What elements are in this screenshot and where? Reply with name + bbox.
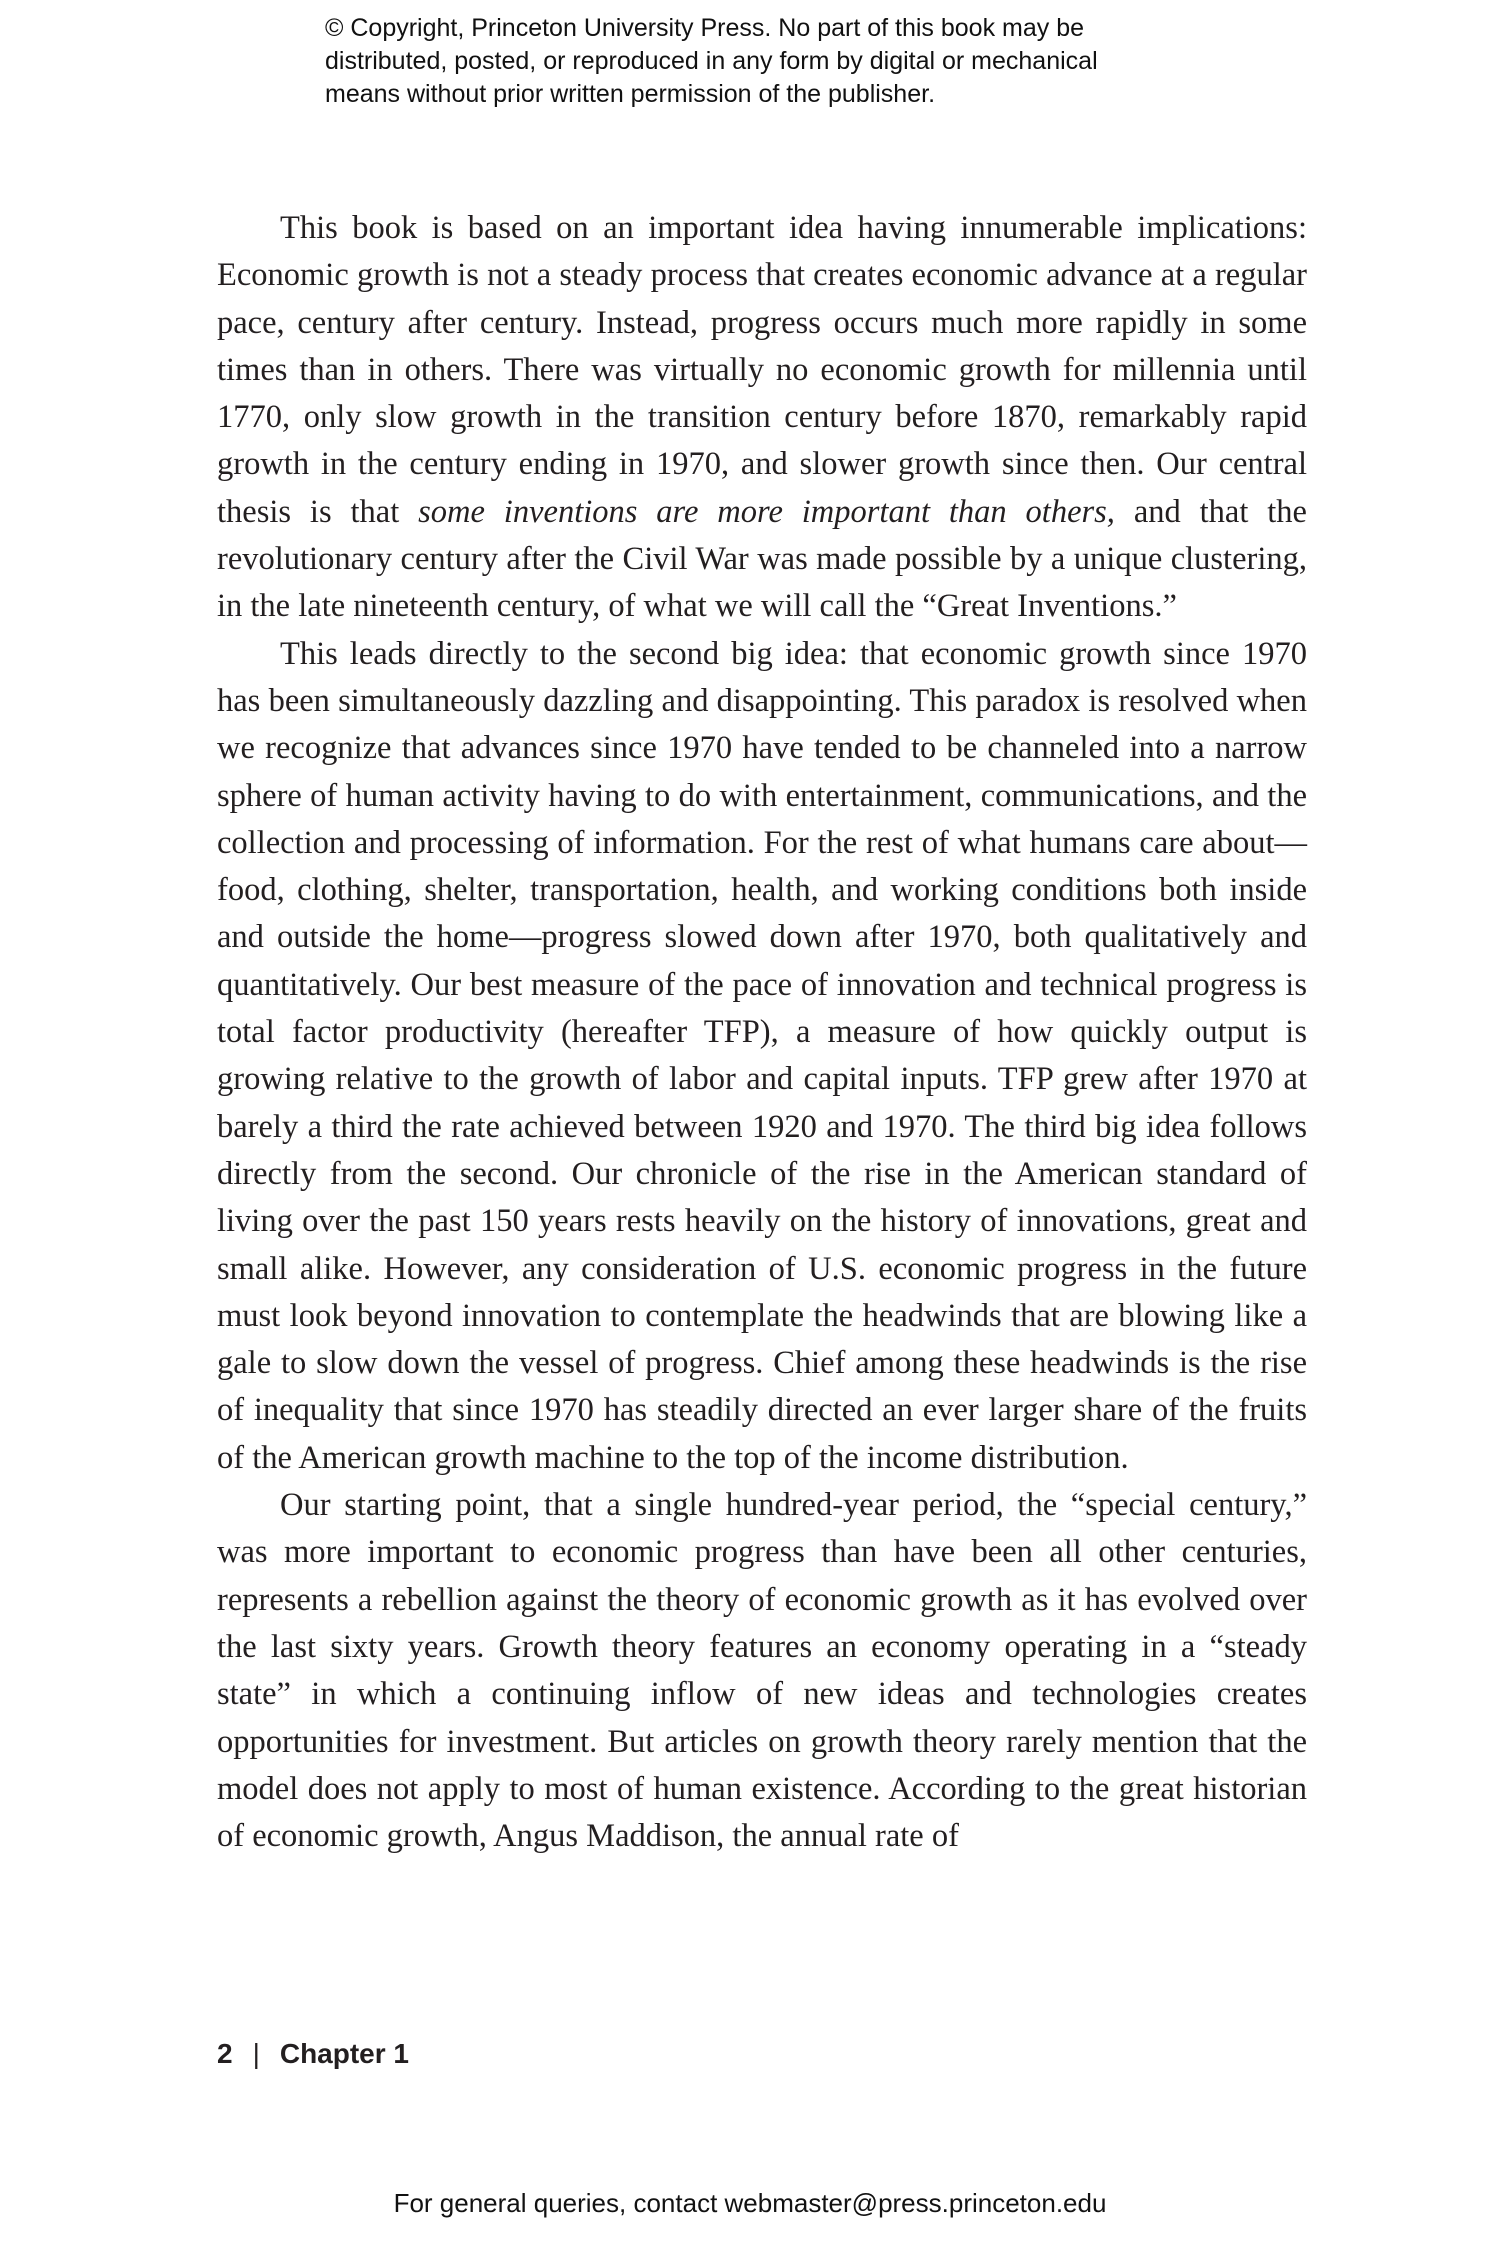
contact-note: For general queries, contact webmaster@press.princeton.edu (393, 2188, 1107, 2218)
copyright-notice (325, 12, 1225, 111)
copyright-line-3: means without prior written permission of the publisher. (325, 80, 936, 108)
paragraph-1 (217, 205, 1307, 631)
running-footer (217, 2038, 409, 2070)
body-text (217, 205, 1307, 1860)
paragraph-1-text-b: and that the revolutionary century after the Civil War was made possible by a unique clustering, in the late nineteenth century, of what we will call the “Great Inventions.” (217, 493, 1307, 625)
paragraph-1-emphasis: some inventions are more important than others, (418, 493, 1115, 530)
paragraph-1-text-a: This book is based on an important idea having innumerable implications: Economic growth is not a steady process that creates economic advance at a regular pace, century after century. Instead, progress occurs much more rapidly in some times than in others. There was virtually no economic growth for millennia until 1770, only slow growth in the transition century before 1870, remarkably rapid growth in the century ending in 1970, and slower growth since then. Our central thesis is that (217, 210, 1307, 530)
copyright-line-1: © Copyright, Princeton University Press. No part of this book may be (325, 14, 1085, 42)
paragraph-3: Our starting point, that a single hundred-year period, the “special century,” was more important to economic progress than have been all other centuries, represents a rebellion against the theory of economic growth as it has evolved over the last sixty years. Growth theory features an economy operating in a “steady state” in which a continuing inflow of new ideas and technologies creates opportunities for investment. But articles on growth theory rarely mention that the model does not apply to most of human existence. According to the great historian of economic growth, Angus Maddison, the annual rate of (217, 1487, 1307, 1855)
page-number: 2 (217, 2038, 233, 2069)
paragraph-2: This leads directly to the second big idea: that economic growth since 1970 has been simultaneously dazzling and disappointing. This paradox is resolved when we recognize that advances since 1970 have tended to be channeled into a narrow sphere of human activity having to do with entertainment, communications, and the collection and processing of information. For the rest of what humans care about—food, clothing, shelter, transportation, health, and working conditions both inside and outside the home—progress slowed down after 1970, both qualitatively and quantitatively. Our best measure of the pace of innovation and technical progress is total factor productivity (hereafter TFP), a measure of how quickly output is growing relative to the growth of labor and capital inputs. TFP grew after 1970 at barely a third the rate achieved between 1920 and 1970. The third big idea follows directly from the second. Our chronicle of the rise in the American standard of living over the past 150 years rests heavily on the history of innovations, great and small alike. However, any consideration of U.S. economic progress in the future must look beyond innovation to contemplate the headwinds that are blowing like a gale to slow down the vessel of progress. Chief among these headwinds is the rise of inequality that since 1970 has steadily directed an ever larger share of the fruits of the American growth machine to the top of the income distribution. (217, 635, 1307, 1476)
footer-separator: | (252, 2038, 260, 2069)
copyright-line-2: distributed, posted, or reproduced in any form by digital or mechanical (325, 47, 1098, 75)
chapter-label: Chapter 1 (279, 2038, 410, 2069)
